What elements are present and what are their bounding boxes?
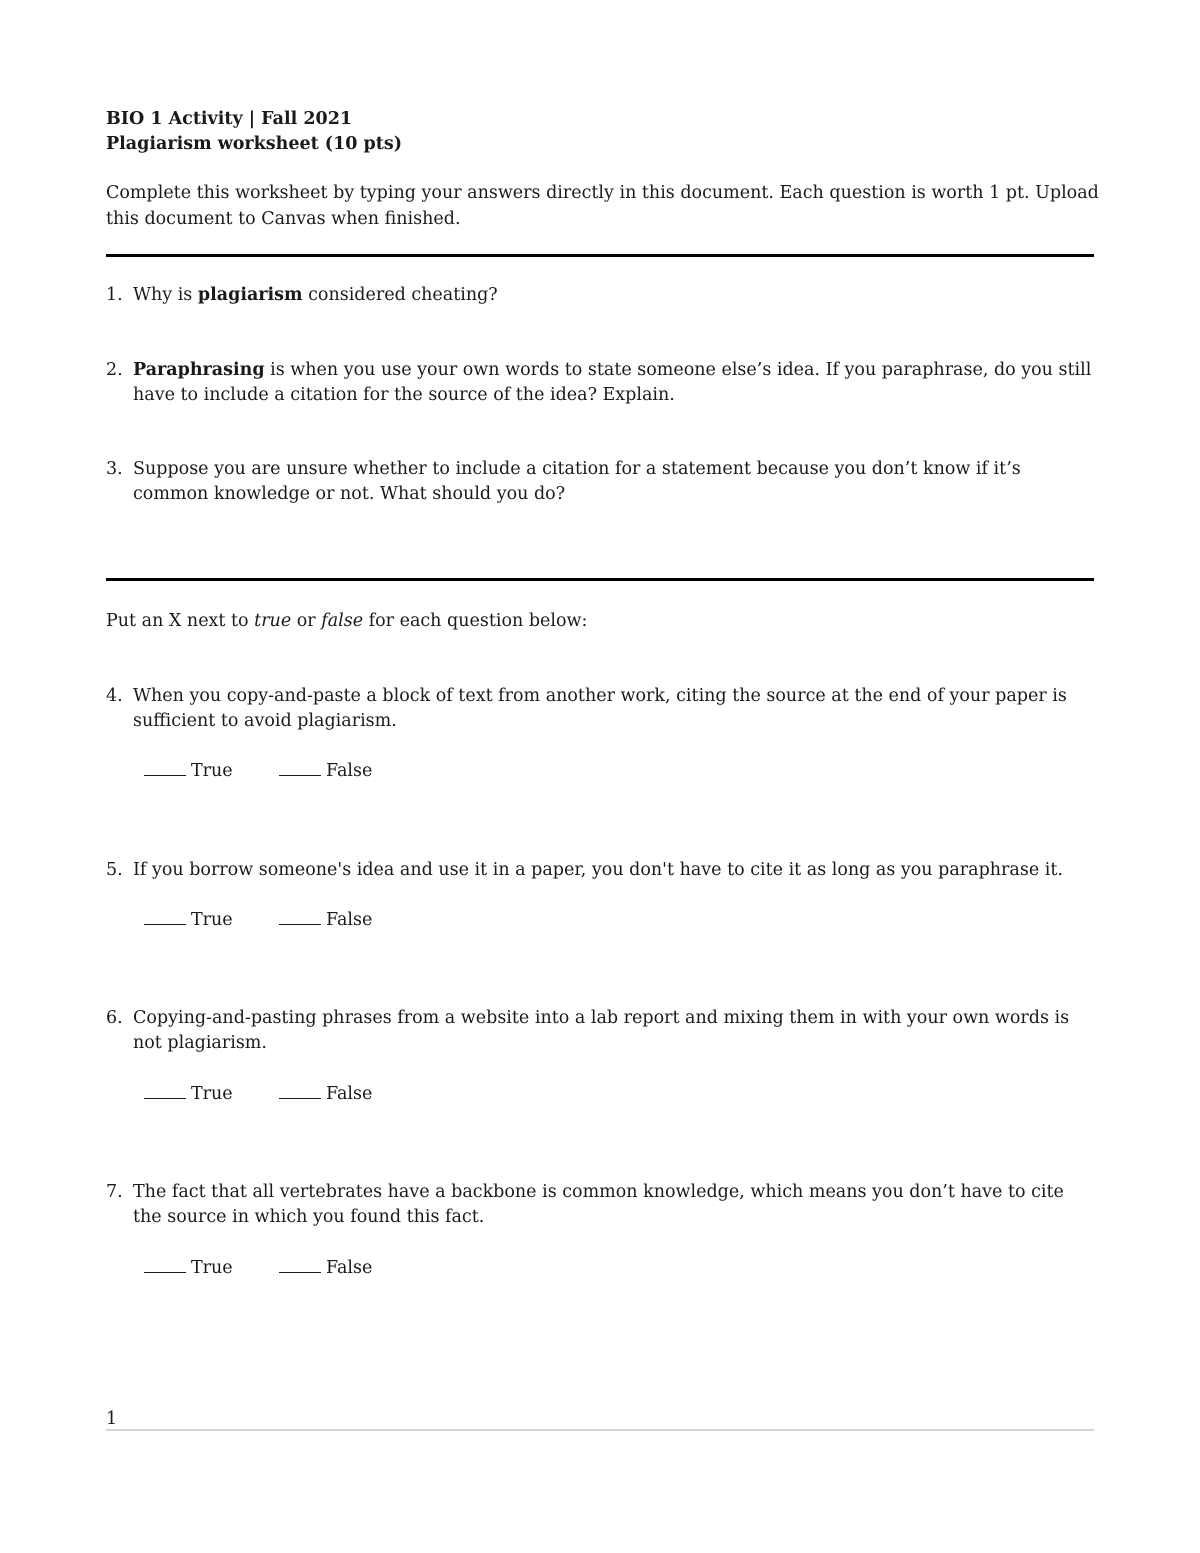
question-text-post: is when you use your own words to state someone else’s idea. If you paraphrase, do you still have to include a citation for the source of the idea? Explain. — [133, 360, 1092, 405]
false-option[interactable] — [279, 906, 372, 933]
question-number: 4. — [106, 686, 123, 706]
page-number: 1 — [106, 1409, 118, 1429]
question-text — [133, 457, 1096, 507]
true-option[interactable] — [144, 761, 233, 781]
answer-blank[interactable] — [279, 1080, 321, 1099]
question-text: Copying-and-pasting phrases from a website into a lab report and mixing them in with your own words is not plagiarism. — [133, 1008, 1070, 1053]
question-text-post: considered cheating? — [302, 285, 498, 305]
document-subtitle: Plagiarism worksheet (10 pts) — [106, 134, 402, 154]
section-divider — [106, 578, 1094, 581]
tf-intro-true: true — [254, 611, 292, 631]
tf-intro-post: for each question below: — [363, 611, 588, 631]
instructions-line-1: Complete this worksheet by typing your answers directly in this document. Each question is worth 1 pt. Upload — [106, 183, 1099, 203]
question-text — [133, 283, 1096, 308]
false-label: False — [326, 761, 373, 781]
question-text — [133, 358, 1096, 408]
question-7 — [106, 1180, 1096, 1230]
question-number: 1. — [106, 285, 123, 305]
question-text: The fact that all vertebrates have a backbone is common knowledge, which means you don’t have to cite the source in which you found this fact. — [133, 1182, 1064, 1227]
answer-blank[interactable] — [144, 1254, 186, 1273]
true-label: True — [191, 1084, 233, 1104]
question-2 — [106, 358, 1096, 408]
answer-blank[interactable] — [279, 1254, 321, 1273]
tf-intro-pre: Put an X next to — [106, 611, 255, 631]
answer-blank[interactable] — [144, 906, 186, 925]
question-1 — [106, 283, 1096, 308]
true-false-answer-5 — [144, 906, 373, 933]
question-number: 2. — [106, 360, 123, 380]
section-divider — [106, 254, 1094, 257]
question-5 — [106, 858, 1096, 883]
false-option[interactable] — [279, 1080, 372, 1107]
question-term: plagiarism — [197, 285, 303, 305]
true-label: True — [191, 761, 233, 781]
answer-blank[interactable] — [279, 757, 321, 776]
true-false-answer-6 — [144, 1080, 373, 1107]
true-option[interactable] — [144, 910, 233, 930]
tf-intro-false: false — [321, 611, 364, 631]
instructions-line-2: this document to Canvas when finished. — [106, 209, 461, 229]
question-text-pre: Why is — [133, 285, 198, 305]
true-option[interactable] — [144, 1258, 233, 1278]
question-text: If you borrow someone's idea and use it in a paper, you don't have to cite it as long as you paraphrase it. — [133, 860, 1063, 880]
question-number: 3. — [106, 459, 123, 479]
false-label: False — [326, 1258, 373, 1278]
question-term: Paraphrasing — [133, 360, 265, 380]
true-false-answer-4 — [144, 757, 373, 784]
footer-divider — [106, 1429, 1094, 1431]
question-number: 7. — [106, 1182, 123, 1202]
tf-intro-mid: or — [291, 611, 322, 631]
answer-blank[interactable] — [144, 1080, 186, 1099]
true-false-instructions — [106, 609, 587, 634]
question-3 — [106, 457, 1096, 507]
question-text-pre: Suppose you are unsure whether to include a citation for a statement because you don’t know if it’s common knowledge or not. What should you do? — [133, 459, 1021, 504]
false-option[interactable] — [279, 1254, 372, 1281]
false-label: False — [326, 910, 373, 930]
true-false-answer-7 — [144, 1254, 373, 1281]
question-number: 5. — [106, 860, 123, 880]
false-label: False — [326, 1084, 373, 1104]
document-title: BIO 1 Activity | Fall 2021 — [106, 109, 353, 129]
answer-blank[interactable] — [279, 906, 321, 925]
true-option[interactable] — [144, 1084, 233, 1104]
question-6 — [106, 1006, 1096, 1056]
true-label: True — [191, 910, 233, 930]
question-4 — [106, 684, 1096, 734]
question-text: When you copy-and-paste a block of text from another work, citing the source at the end of your paper is sufficient to avoid plagiarism. — [133, 686, 1067, 731]
answer-blank[interactable] — [144, 757, 186, 776]
true-label: True — [191, 1258, 233, 1278]
question-number: 6. — [106, 1008, 123, 1028]
false-option[interactable] — [279, 757, 372, 784]
